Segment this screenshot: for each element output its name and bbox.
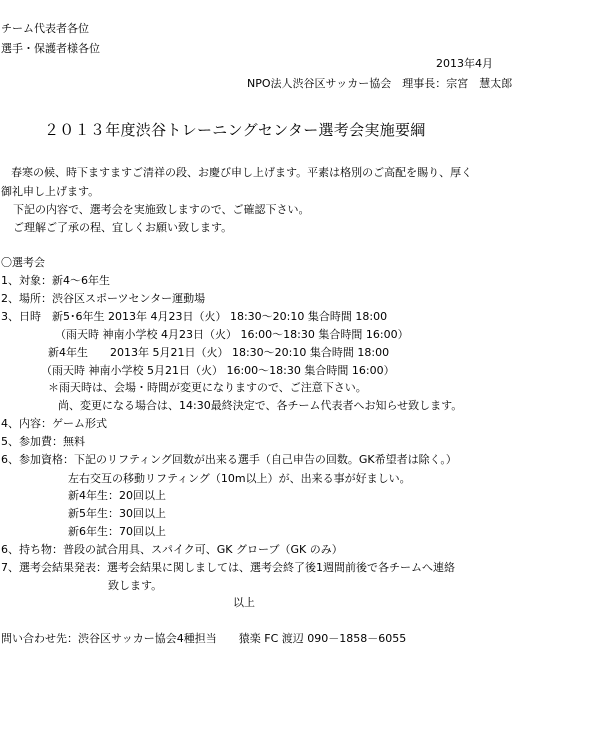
item-result-2: 致します。: [108, 579, 163, 592]
sender: NPO法人渋谷区サッカー協会 理事長：宗宮 慧太郎: [247, 77, 513, 90]
item-date-grade4: 新4年生 2013年 5月21日（火） 18:30～20:10 集合時間 18:00: [48, 346, 390, 359]
item-qualification-2: 左右交互の移動リフティング（10m以上）が、出来る事が好ましい。: [68, 472, 411, 485]
recipient-teams: チーム代表者各位: [1, 22, 89, 35]
item-qualification: 6、参加資格：下記のリフティング回数が出来る選手（自己申告の回数。GK希望者は除く。）: [1, 453, 457, 466]
item-belongings: 6、持ち物：普段の試合用具、スパイク可、GK グローブ（GK のみ）: [1, 543, 343, 556]
item-requirement-grade5: 新5年生：30回以上: [68, 507, 166, 520]
greeting-line-4: ご理解ご了承の程、宜しくお願い致します。: [13, 221, 233, 234]
item-requirement-grade6: 新6年生：70回以上: [68, 525, 166, 538]
document-date: 2013年4月: [436, 57, 493, 70]
item-content: 4、内容：ゲーム形式: [1, 417, 107, 430]
item-target: 1、対象：新4～6年生: [1, 274, 110, 287]
contact-info: 問い合わせ先：渋谷区サッカー協会4種担当 猿楽 FC 渡辺 090－1858－6055: [1, 632, 407, 645]
section-heading: 〇選考会: [1, 256, 45, 269]
greeting-line-1: 春寒の候、時下ますますご清祥の段、お慶び申し上げます。平素は格別のご高配を賜り、厚く: [11, 166, 473, 179]
document-title: ２０１３年度渋谷トレーニングセンター選考会実施要綱: [44, 121, 426, 139]
item-date-main: 3、日時 新5･6年生 2013年 4月23日（火） 18:30～20:10 集合時間 18:00: [1, 310, 388, 323]
item-note-1: ＊雨天時は、会場・時間が変更になりますので、ご注意下さい。: [48, 381, 367, 394]
item-place: 2、場所：渋谷区スポーツセンター運動場: [1, 292, 206, 305]
closing-mark: 以上: [233, 596, 255, 609]
item-date-rain-2: （雨天時 神南小学校 5月21日（火） 16:00～18:30 集合時間 16:00）: [41, 364, 395, 377]
item-date-rain-1: （雨天時 神南小学校 4月23日（火） 16:00～18:30 集合時間 16:00）: [55, 328, 409, 341]
recipient-players: 選手・保護者様各位: [1, 42, 100, 55]
item-result: 7、選考会結果発表：選考会結果に関しましては、選考会終了後1週間前後で各チームへ連絡: [1, 561, 455, 574]
item-fee: 5、参加費：無料: [1, 435, 85, 448]
greeting-line-3: 下記の内容で、選考会を実施致しますので、ご確認下さい。: [13, 203, 310, 216]
greeting-line-2: 御礼申し上げます。: [1, 185, 100, 198]
item-requirement-grade4: 新4年生：20回以上: [68, 489, 166, 502]
item-note-2: 尚、変更になる場合は、14:30最終決定で、各チーム代表者へお知らせ致します。: [58, 399, 463, 412]
